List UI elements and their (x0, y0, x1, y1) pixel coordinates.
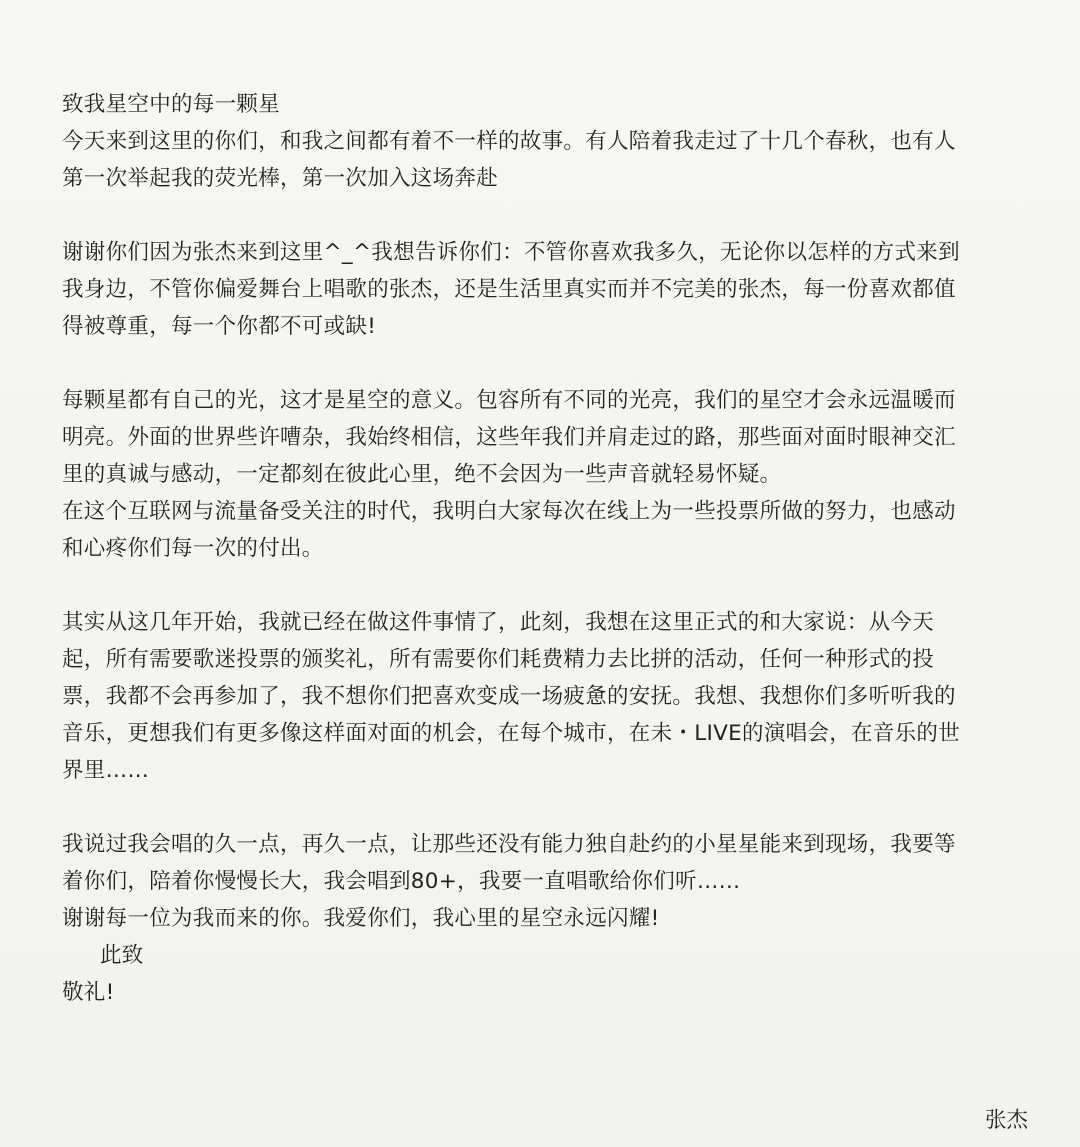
paragraph-3 (62, 382, 1037, 493)
closing-salutation: 此致 (100, 943, 144, 968)
paragraph-gap (62, 345, 1037, 382)
text-line: 我身边，不管你偏爱舞台上唱歌的张杰，还是生活里真实而并不完美的张杰，每一份喜欢都值 (62, 277, 956, 302)
text-line: 明亮。外面的世界些许嘈杂，我始终相信，这些年我们并肩走过的路，那些面对面时眼神交汇 (62, 425, 956, 450)
paragraph-gap (62, 197, 1037, 234)
text-line: 音乐，更想我们有更多像这样面对面的机会，在每个城市，在未・LIVE的演唱会，在音乐的世 (62, 721, 961, 746)
text-line: 起，所有需要歌迷投票的颁奖礼，所有需要你们耗费精力去比拼的活动，任何一种形式的投 (62, 647, 935, 672)
text-line: 其实从这几年开始，我就已经在做这件事情了，此刻，我想在这里正式的和大家说：从今天 (62, 610, 935, 635)
text-line: 着你们，陪着你慢慢长大，我会唱到80+，我要一直唱歌给你们听…… (62, 869, 741, 894)
text-line: 我说过我会唱的久一点，再久一点，让那些还没有能力独自赴约的小星星能来到现场，我要等 (62, 832, 956, 857)
text-line: 和心疼你们每一次的付出。 (62, 536, 324, 561)
paragraph-6 (62, 826, 1037, 900)
letter-greeting: 致我星空中的每一颗星 (62, 92, 281, 117)
letter-body (62, 86, 1037, 1011)
text-line: 每颗星都有自己的光，这才是星空的意义。包容所有不同的光亮，我们的星空才会永远温暖而 (62, 388, 956, 413)
text-line: 第一次举起我的荧光棒，第一次加入这场奔赴 (62, 166, 499, 191)
text-line: 谢谢每一位为我而来的你。我爱你们，我心里的星空永远闪耀! (62, 906, 660, 931)
text-line: 票，我都不会再参加了，我不想你们把喜欢变成一场疲惫的安抚。我想、我想你们多听听我的 (62, 684, 956, 709)
paragraph-1 (62, 123, 1037, 197)
closing-regards: 敬礼! (62, 980, 115, 1005)
text-line: 得被尊重，每一个你都不可或缺! (62, 314, 377, 339)
paragraph-2 (62, 234, 1037, 345)
text-line: 在这个互联网与流量备受关注的时代，我明白大家每次在线上为一些投票所做的努力，也感动 (62, 499, 956, 524)
paragraph-4 (62, 493, 1037, 567)
text-line: 谢谢你们因为张杰来到这里^_^我想告诉你们：不管你喜欢我多久，无论你以怎样的方式来到 (62, 240, 960, 265)
paragraph-7 (62, 900, 1037, 937)
signature: 张杰 (984, 1108, 1028, 1133)
paragraph-gap (62, 567, 1037, 604)
text-line: 里的真诚与感动，一定都刻在彼此心里，绝不会因为一些声音就轻易怀疑。 (62, 462, 782, 487)
paragraph-5 (62, 604, 1037, 789)
text-line: 今天来到这里的你们，和我之间都有着不一样的故事。有人陪着我走过了十几个春秋，也有人 (62, 129, 956, 154)
paragraph-gap (62, 789, 1037, 826)
text-line: 界里…… (62, 758, 150, 783)
